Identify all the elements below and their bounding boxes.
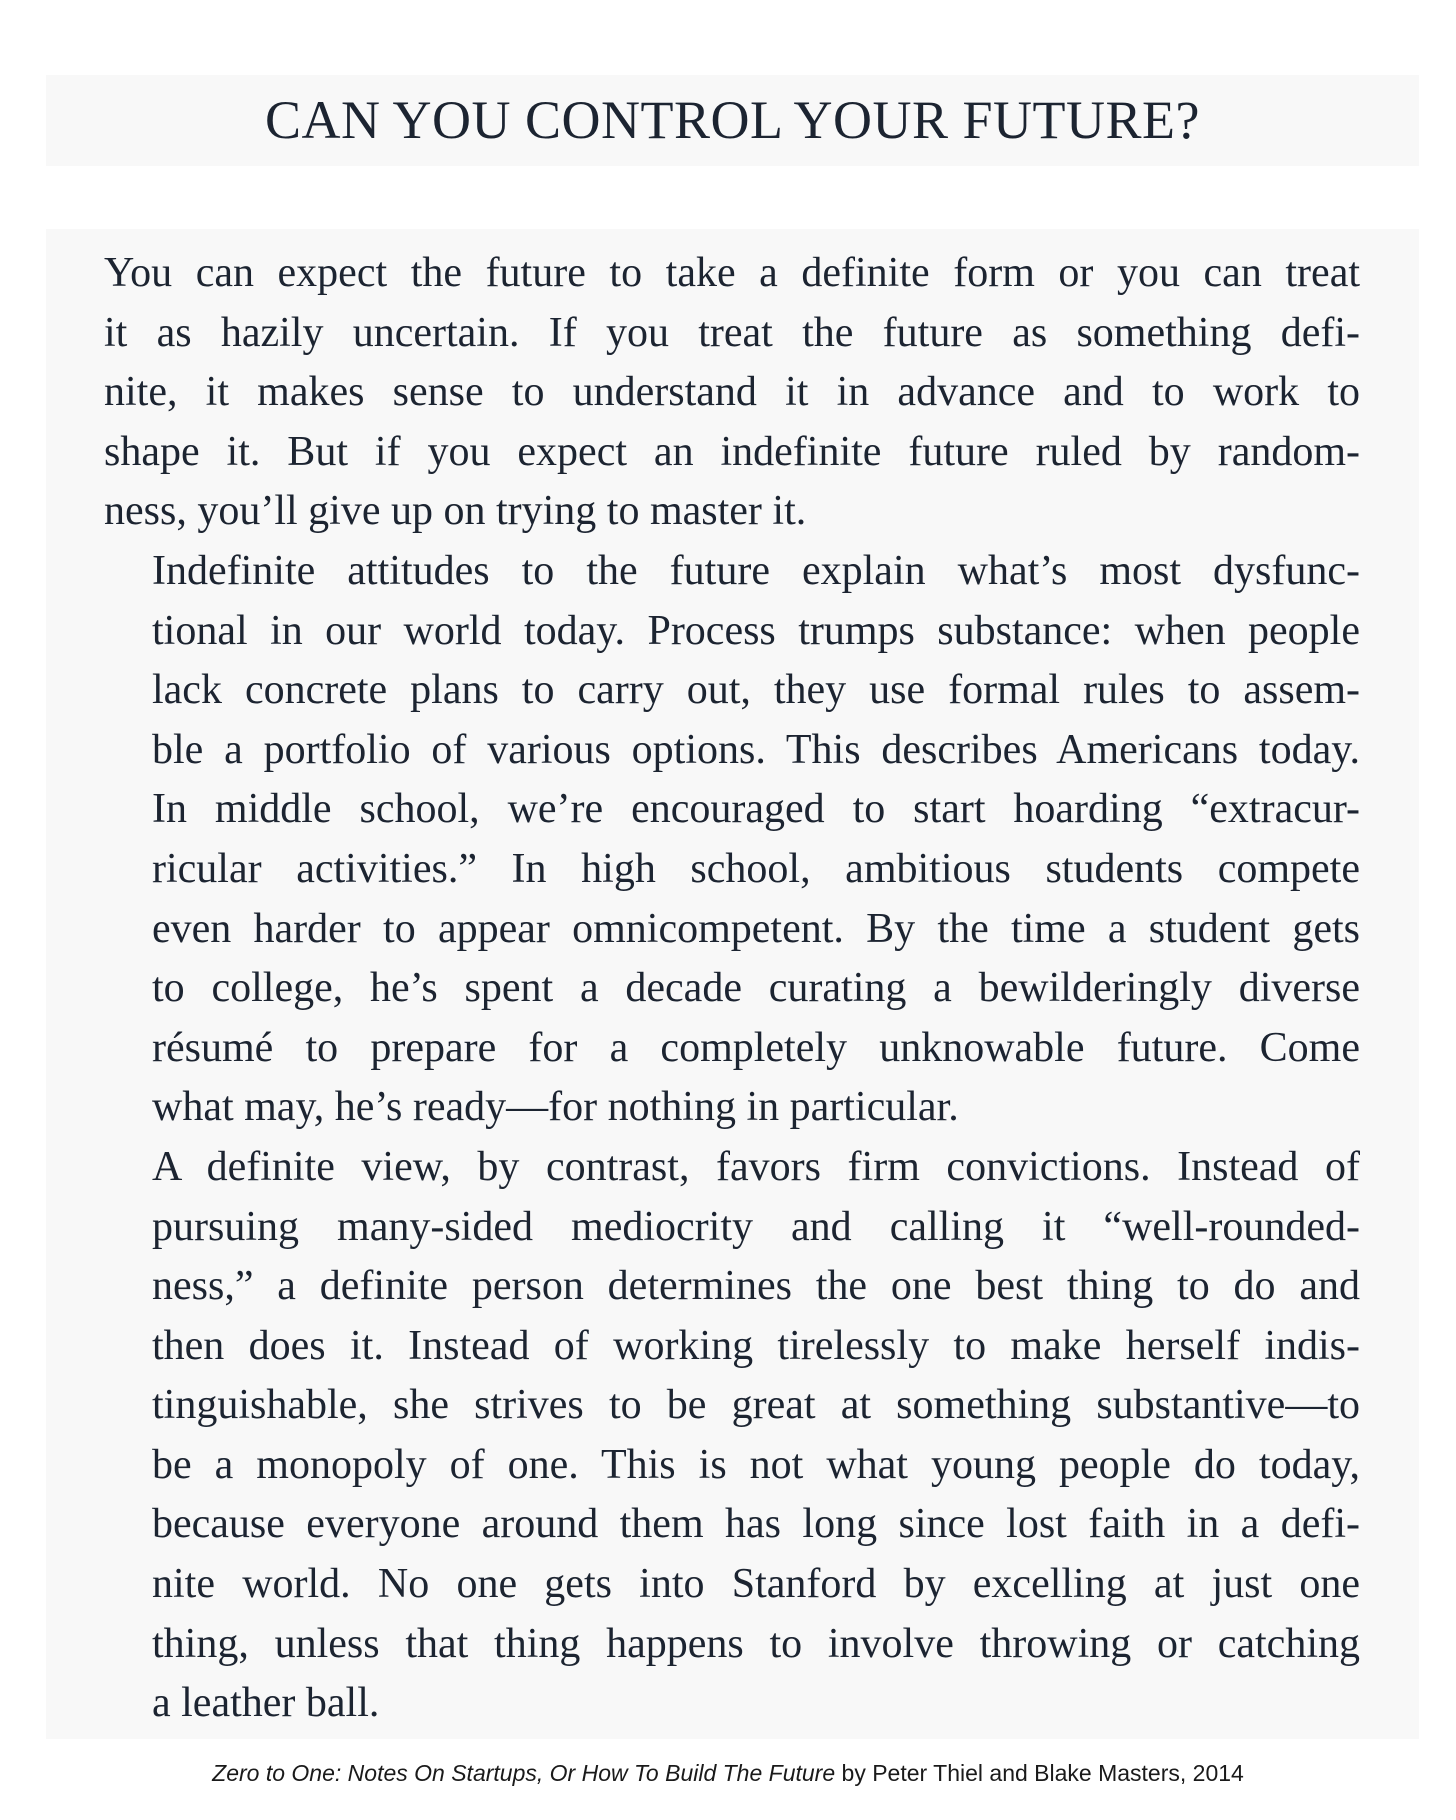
text-line: it as hazily uncertain. If you treat the future as something defi- [104,309,1360,356]
text-line: nite world. No one gets into Stanford by excelling at just one [152,1561,1360,1608]
text-line: a leather ball. [152,1680,380,1727]
page-title: CAN YOU CONTROL YOUR FUTURE? [265,90,1200,150]
text-line: ble a portfolio of various options. This describes Americans today. [152,726,1360,773]
text-line: lack concrete plans to carry out, they use formal rules to assem- [152,667,1360,714]
text-line: A definite view, by contrast, favors firm convictions. Instead of [152,1143,1360,1190]
text-line: tional in our world today. Process trumps substance: when people [152,607,1360,654]
text-line: In middle school, we’re encouraged to start hoarding “extracur- [152,786,1360,833]
text-line: résumé to prepare for a completely unknowable future. Come [152,1024,1360,1071]
text-line: what may, he’s ready—for nothing in particular. [152,1084,959,1131]
text-line: even harder to appear omnicompetent. By the time a student gets [152,905,1360,952]
text-line: shape it. But if you expect an indefinite future ruled by random- [104,428,1360,475]
citation-byline: by Peter Thiel and Blake Masters, 2014 [835,1760,1244,1786]
text-line: nite, it makes sense to understand it in advance and to work to [104,369,1360,416]
text-line: pursuing many-sided mediocrity and calling it “well-rounded- [152,1203,1360,1250]
text-line: ness,” a definite person determines the one best thing to do and [152,1263,1360,1310]
paragraph-2 [104,542,1360,1138]
citation [0,1758,1456,1788]
text-line: then does it. Instead of working tirelessly to make herself indis- [152,1322,1360,1369]
text-line: thing, unless that thing happens to involve throwing or catching [152,1620,1360,1667]
text-line: be a monopoly of one. This is not what young people do today, [152,1441,1360,1488]
paragraph-1 [104,244,1360,542]
text-line: ness, you’ll give up on trying to master it. [104,488,807,535]
citation-book-title: Zero to One: Notes On Startups, Or How To Build The Future [212,1760,836,1786]
paragraph-3 [104,1138,1360,1734]
excerpt-body [104,244,1360,1734]
text-line: Indefinite attitudes to the future explain what’s most dysfunc- [152,547,1360,594]
text-line: because everyone around them has long since lost faith in a defi- [152,1501,1360,1548]
text-line: tinguishable, she strives to be great at something substantive—to [152,1382,1360,1429]
text-line: ricular activities.” In high school, ambitious students compete [152,845,1360,892]
text-line: You can expect the future to take a definite form or you can treat [104,250,1360,296]
text-line: to college, he’s spent a decade curating a bewilderingly diverse [152,965,1360,1012]
